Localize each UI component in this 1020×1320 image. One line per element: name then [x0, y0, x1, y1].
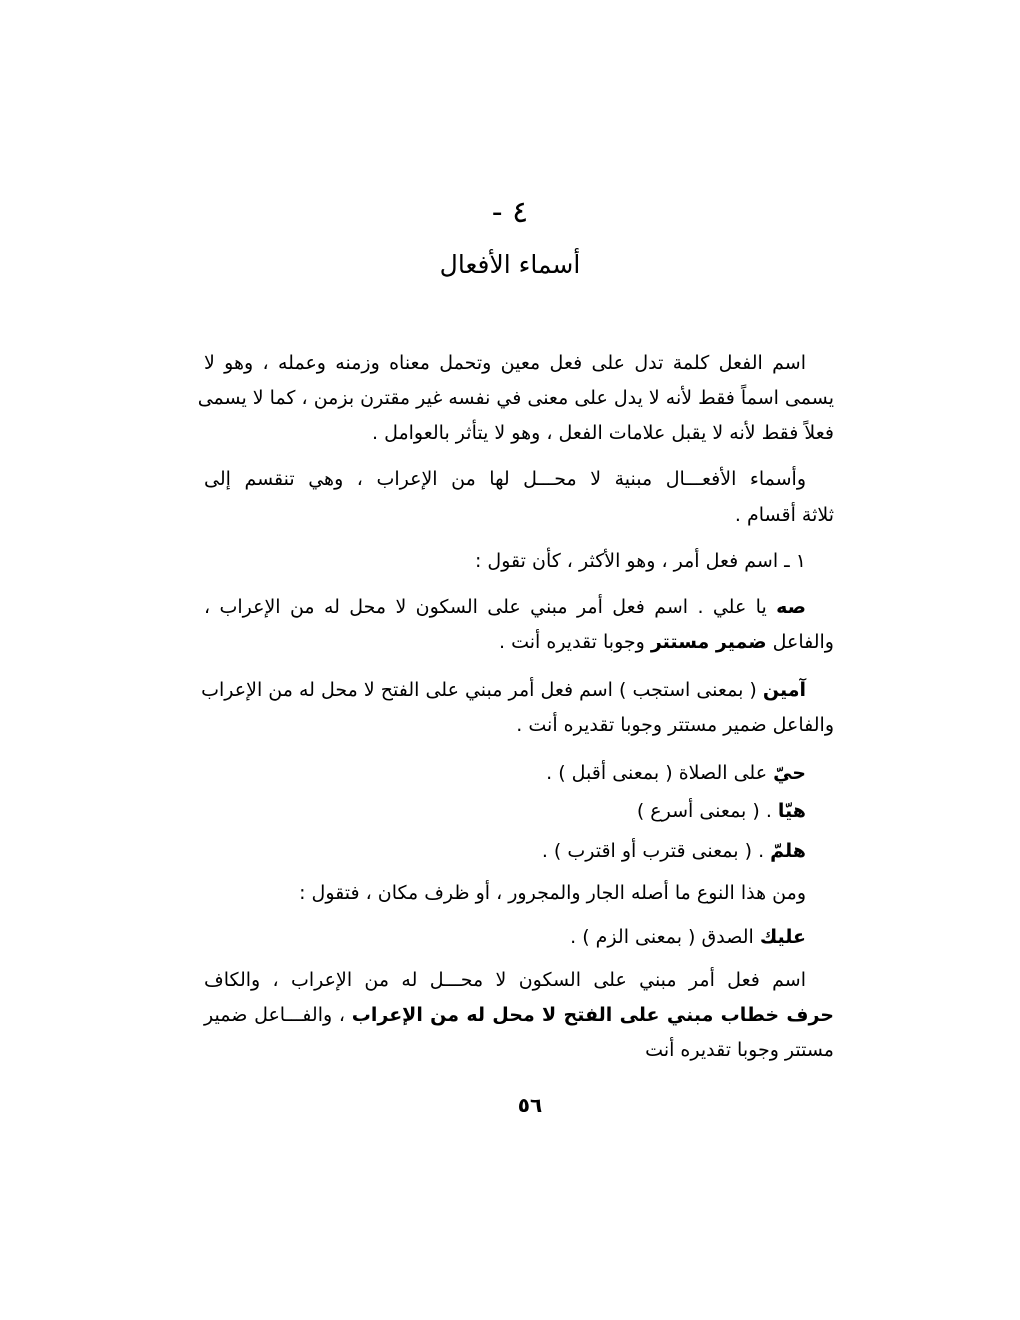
example-text: الصدق ( بمعنى الزم ) .: [570, 926, 760, 948]
paragraph-jar-majrur: ومن هذا النوع ما أصله الجار والمجرور ، أو ظرف مكان ، فتقول :: [299, 882, 806, 904]
example-text: ( بمعنى استجب ) اسم فعل أمر مبني على الفتح لا محل له من الإعراب: [201, 679, 763, 701]
example-hayya: [204, 796, 834, 826]
example-text: . ( بمعنى قترب أو اقترب ) .: [541, 840, 771, 862]
page-number: ٥٦: [517, 1093, 543, 1117]
example-amin-line-2: والفاعل ضمير مستتر وجوبا تقديره أنت .: [516, 714, 834, 736]
example-term: حيّ: [773, 762, 806, 784]
section-1-heading: ١ ـ اسم فعل أمر ، وهو الأكثر ، كأن تقول :: [474, 550, 806, 572]
paragraph-1-line-2: يسمى اسماً فقط لأنه لا يدل على معنى في نفسه غير مقترن بزمن ، كما لا يسمى: [197, 387, 834, 409]
paragraph-1-line-1: اسم الفعل كلمة تدل على فعل معين وتحمل معناه وزمنه وعمله ، وهو لا: [204, 352, 806, 374]
example-text: وجوبا تقديره أنت .: [499, 631, 651, 653]
example-term: آمين: [762, 679, 806, 701]
example-hayya-ala: [204, 758, 834, 788]
bold-phrase: ضمير مستتر: [650, 631, 767, 653]
bold-phrase: حرف خطاب مبني على الفتح لا محل له من الإعراب: [351, 1004, 835, 1026]
example-text: يا علي . اسم فعل أمر مبني على السكون لا محل له من الإعراب ،: [204, 596, 777, 618]
example-sah-line-2: [204, 627, 834, 657]
example-alayka: [204, 922, 834, 952]
example-amin-line-1: [201, 675, 834, 705]
example-sah-line-1: [204, 592, 834, 622]
example-halumma: [204, 836, 834, 866]
example-term: هلمّ: [770, 840, 806, 862]
example-term: صه: [776, 596, 806, 618]
final-paragraph-line-1: اسم فعل أمر مبني على السكون لا محـــل له من الإعراب ، والكاف: [204, 969, 806, 991]
chapter-number: ٤ -: [491, 195, 529, 230]
final-paragraph-line-2: [204, 1000, 834, 1030]
paragraph-2-line-1: وأسماء الأفعـــال مبنية لا محـــل لها من الإعراب ، وهي تنقسم إلى: [204, 468, 806, 490]
example-text: والفاعل: [766, 631, 834, 653]
example-term: هيّا: [777, 800, 806, 822]
example-text: ، والفـــاعل ضمير: [204, 1004, 352, 1026]
chapter-title: أسماء الأفعال: [439, 250, 581, 279]
final-paragraph-line-3: مستتر وجوبا تقديره أنت: [645, 1039, 834, 1061]
example-term: عليك: [759, 926, 806, 948]
example-text: على الصلاة ( بمعنى أقبل ) .: [546, 762, 774, 784]
paragraph-1-line-3: فعلاً فقط لأنه لا يقبل علامات الفعل ، وهو لا يتأثر بالعوامل .: [371, 422, 834, 444]
paragraph-2-line-2: ثلاثة أقسام .: [734, 504, 834, 526]
example-text: . ( بمعنى أسرع ): [636, 800, 778, 822]
